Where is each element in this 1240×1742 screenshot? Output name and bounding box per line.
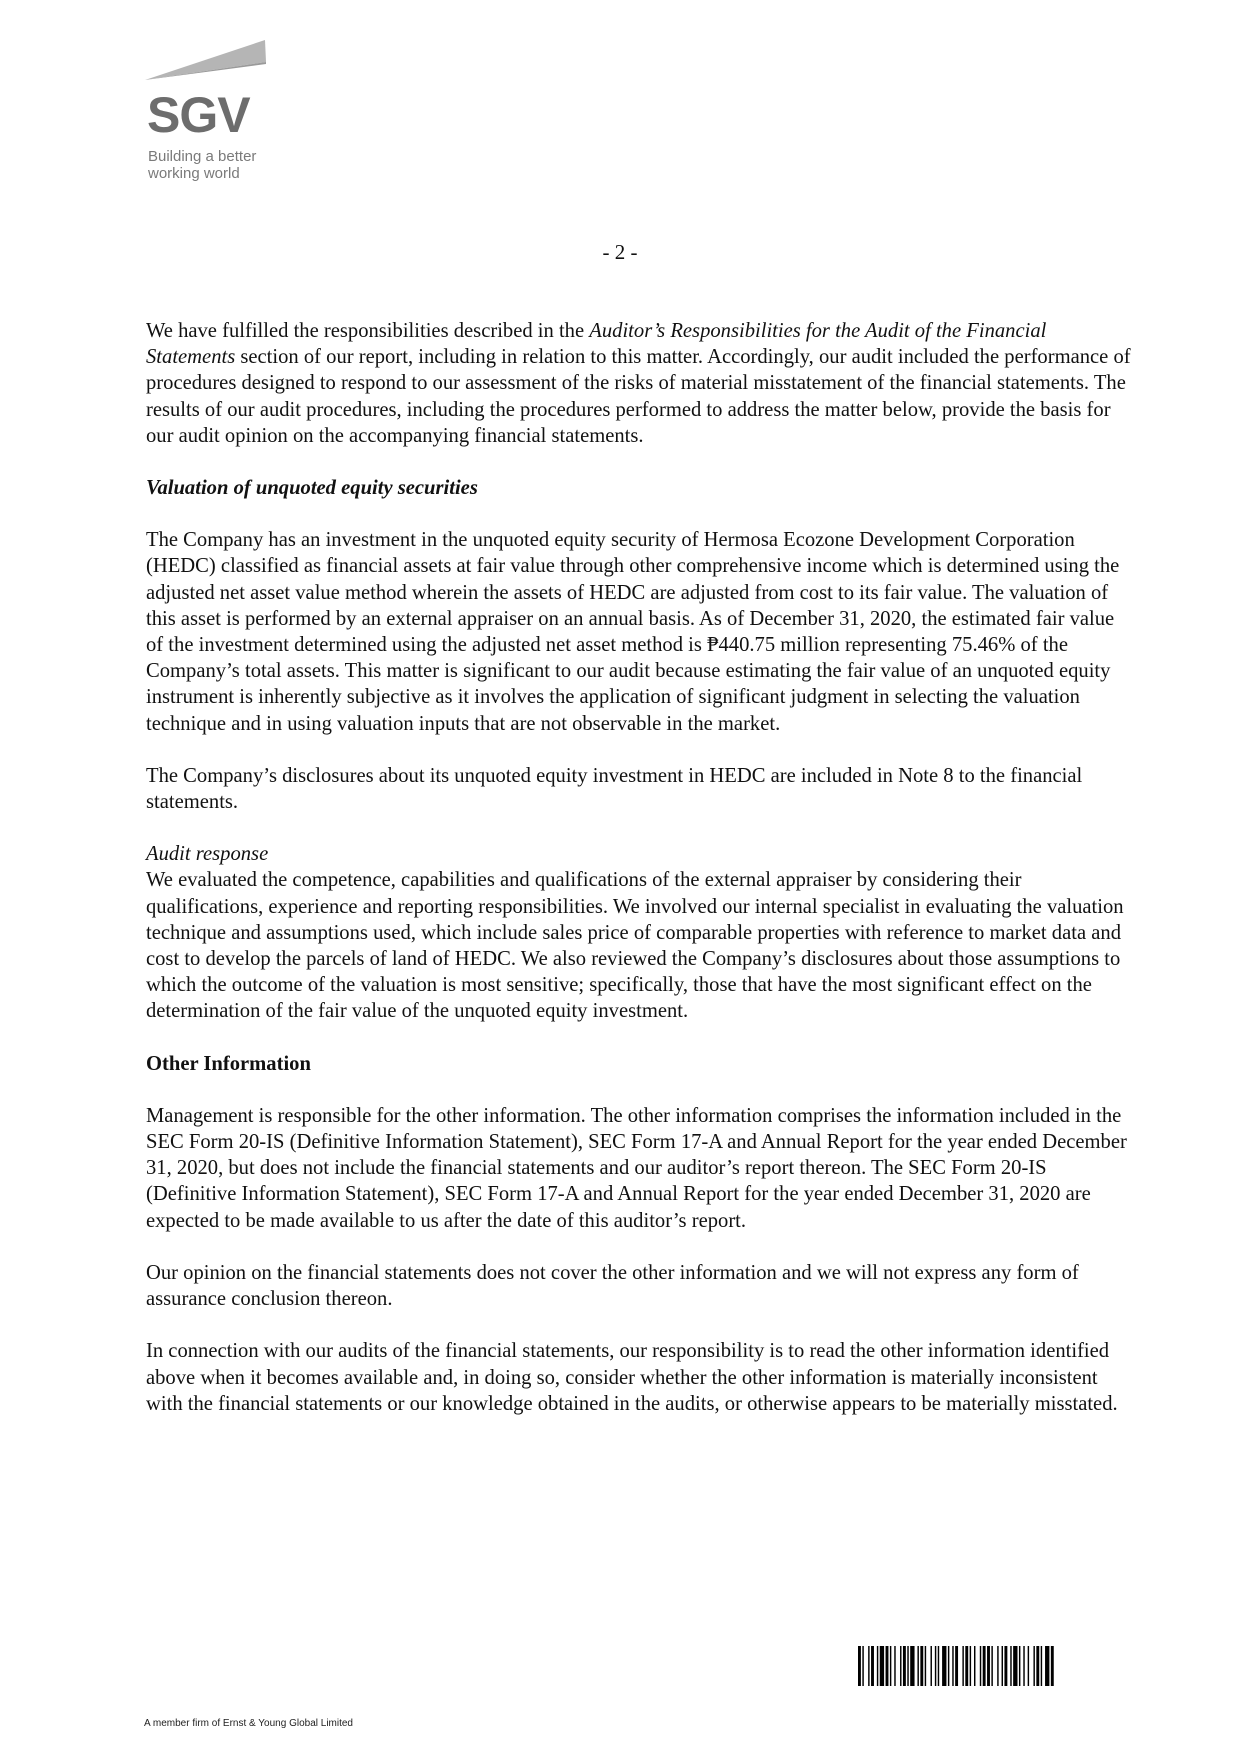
other-information-paragraph-1: Management is responsible for the other information. The other information comprises the information included in the SEC Form 20-IS (Definitive Information Statement), SEC Form 17-A and Annual Report for the year ended December 31, 2020, but does not include the financial statements and our auditor’s report thereon. The SEC Form 20-IS (Definitive Information Statement), SEC Form 17-A and Annual Report for the year ended December 31, 2020 are expected to be made available to us after the date of this auditor’s report. <box>146 1104 1127 1232</box>
intro-italic-reference: Auditor’s Responsibilities for the Audit of the Financial Statements <box>146 320 1047 369</box>
intro-text-before: We have fulfilled the responsibilities described in the <box>146 320 590 342</box>
valuation-heading: Valuation of unquoted equity securities <box>146 477 478 500</box>
footer-text: A member firm of Ernst & Young Global Limited <box>144 1718 353 1729</box>
barcode-icon <box>858 1646 1126 1686</box>
other-information-heading: Other Information <box>146 1052 311 1075</box>
logo-tagline: Building a better working world <box>148 148 257 182</box>
valuation-paragraph-1: The Company has an investment in the unquoted equity security of Hermosa Ecozone Development Corporation (HEDC) classified as financial assets at fair value through other comprehensive income which is determined using the adjusted net asset value method wherein the assets of HEDC are adjusted from cost to its fair value. The valuation of this asset is performed by an external appraiser on an annual basis. As of December 31, 2020, the estimated fair value of the investment determined using the adjusted net asset method is ₱440.75 million representing 75.46% of the Company’s total assets. This matter is significant to our audit because estimating the fair value of an unquoted equity instrument is inherently subjective as it involves the application of significant judgment in selecting the valuation technique and in using valuation inputs that are not observable in the market. <box>146 529 1120 735</box>
sgv-logo <box>145 38 285 188</box>
document-body <box>146 318 1136 1443</box>
intro-text-after: section of our report, including in relation to this matter. Accordingly, our audit included the performance of procedures designed to respond to our assessment of the risks of material misstatement of the financial statements. The results of our audit procedures, including the procedures performed to address the matter below, provide the basis for our audit opinion on the accompanying financial statements. <box>146 346 1131 447</box>
logo-text: SGV <box>147 87 250 143</box>
logo-beam-icon <box>145 38 285 88</box>
valuation-paragraph-2: The Company’s disclosures about its unquoted equity investment in HEDC are included in Note 8 to the financial statements. <box>146 764 1083 814</box>
audit-response-section <box>146 841 1136 1024</box>
audit-response-text: We evaluated the competence, capabilities and qualifications of the external appraiser by considering their qualifications, experience and reporting responsibilities. We involved our internal specialist in evaluating the valuation technique and assumptions used, which include sales price of comparable properties with reference to market data and cost to develop the parcels of land of HEDC. We also reviewed the Company’s disclosures about those assumptions to which the outcome of the valuation is most sensitive; specifically, those that have the most significant effect on the determination of the fair value of the unquoted equity investment. <box>146 869 1124 1023</box>
audit-response-heading: Audit response <box>146 843 269 866</box>
intro-paragraph <box>146 318 1136 449</box>
page-number: - 2 - <box>602 240 638 264</box>
other-information-paragraph-3: In connection with our audits of the financial statements, our responsibility is to read the other information identified above when it becomes available and, in doing so, consider whether the other information is materially inconsistent with the financial statements or our knowledge obtained in the audits, or otherwise appears to be materially misstated. <box>146 1340 1118 1415</box>
other-information-paragraph-2: Our opinion on the financial statements does not cover the other information and we will not express any form of assurance conclusion thereon. <box>146 1261 1079 1311</box>
